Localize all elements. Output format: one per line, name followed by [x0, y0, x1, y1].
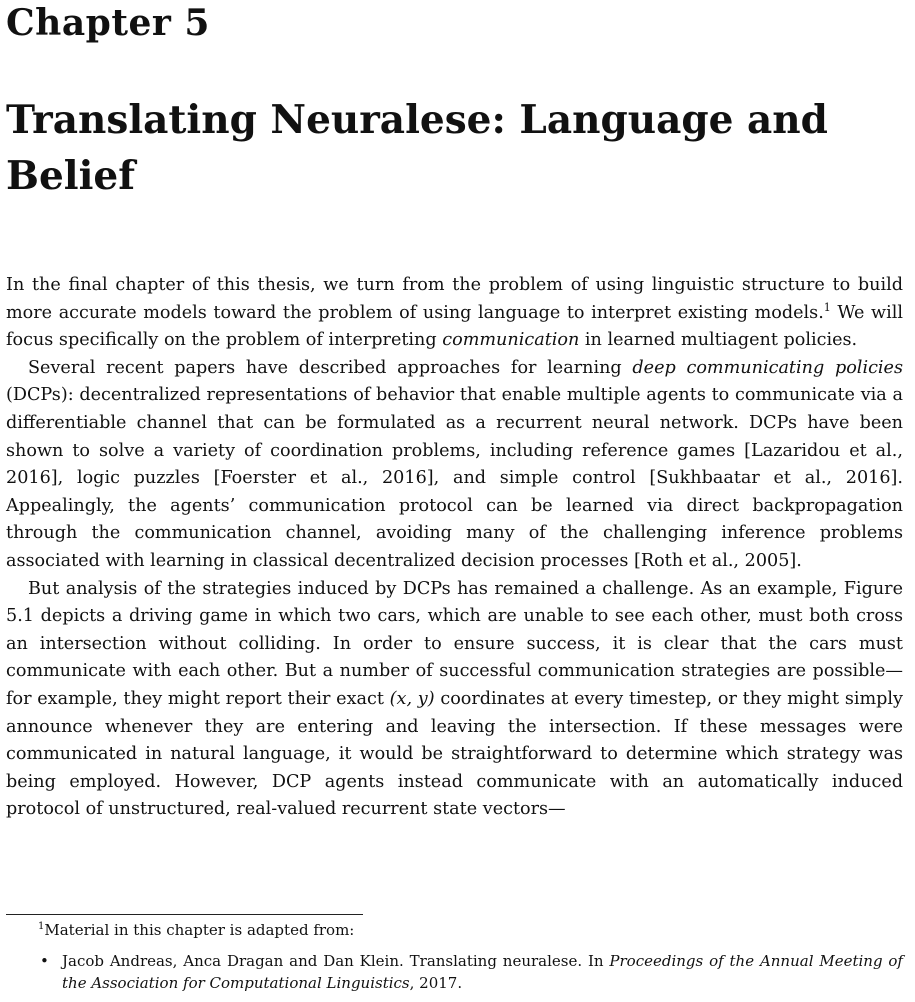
paragraph-analysis — [6, 576, 903, 824]
emphasis-text: communication — [442, 330, 580, 351]
citation-text: Jacob Andreas, Anca Dragan and Dan Klein. Translating neuralese. In — [62, 952, 610, 970]
paragraph-text: But analysis of the strategies induced by DCPs has remained a challenge. As an example, Figure 5.1 depicts a driving game in which two cars, which are unable to see each other, must both cross an intersection without colliding. In order to ensure success, it is clear that the cars must communicate with each other. But a number of successful communication strategies are possible—for example, they might report their exact — [6, 578, 903, 709]
emphasis-text: deep communicating policies — [632, 357, 903, 378]
paragraph-text: (DCPs): decentralized representations of behavior that enable multiple agents to communicate via a differentiable channel that can be formulated as a recurrent neural network. DCPs have been shown to solve a variety of coordination problems, including reference games [Lazaridou et al., 2016], logic puzzles [Foerster et al., 2016], and simple control [Sukhbaatar et al., 2016]. Appealingly, the agents’ communication protocol can be learned via direct backpropagation through the communication channel, avoiding many of the challenging inference problems associated with learning in classical decentralized decision processes [Roth et al., 2005]. — [6, 385, 903, 571]
footnote-intro — [38, 918, 903, 942]
bullet-icon: • — [40, 952, 49, 970]
citation-venue: Proceedings of the Annual Meeting of the Association for Computational Linguistics — [62, 952, 903, 992]
paragraph-text: in learned multiagent policies. — [579, 330, 858, 351]
paragraph-dcps — [6, 355, 903, 576]
chapter-label: Chapter 5 — [6, 2, 210, 44]
paragraph-text: In the final chapter of this thesis, we turn from the problem of using linguistic structure to build more accurate models toward the problem of using language to interpret existing models. — [6, 275, 903, 323]
math-coordinates: (x, y) — [389, 688, 435, 709]
chapter-body — [6, 272, 903, 824]
paragraph-intro — [6, 272, 903, 355]
paragraph-text: We will focus specifically on the problem of interpreting — [6, 302, 903, 351]
citation-text: , 2017. — [409, 974, 463, 992]
footnote-list — [6, 950, 903, 994]
footnote-rule — [6, 914, 363, 915]
footnote-number: 1 — [38, 921, 45, 932]
footnote-citation — [6, 950, 903, 994]
footnote-marker: 1 — [823, 300, 831, 314]
paragraph-text: Several recent papers have described approaches for learning — [28, 357, 633, 378]
footnote — [6, 918, 903, 994]
chapter-title: Translating Neuralese: Language and Belief — [6, 97, 828, 199]
footnote-intro-text: Material in this chapter is adapted from: — [44, 921, 355, 939]
paragraph-text: coordinates at every timestep, or they might simply announce whenever they are entering and leaving the intersection. If these messages were communicated in natural language, it would be straightforward to determine which strategy was being employed. However, DCP agents instead communicate with an automatically induced protocol of unstructured, real-valued recurrent state vectors— — [6, 688, 903, 820]
